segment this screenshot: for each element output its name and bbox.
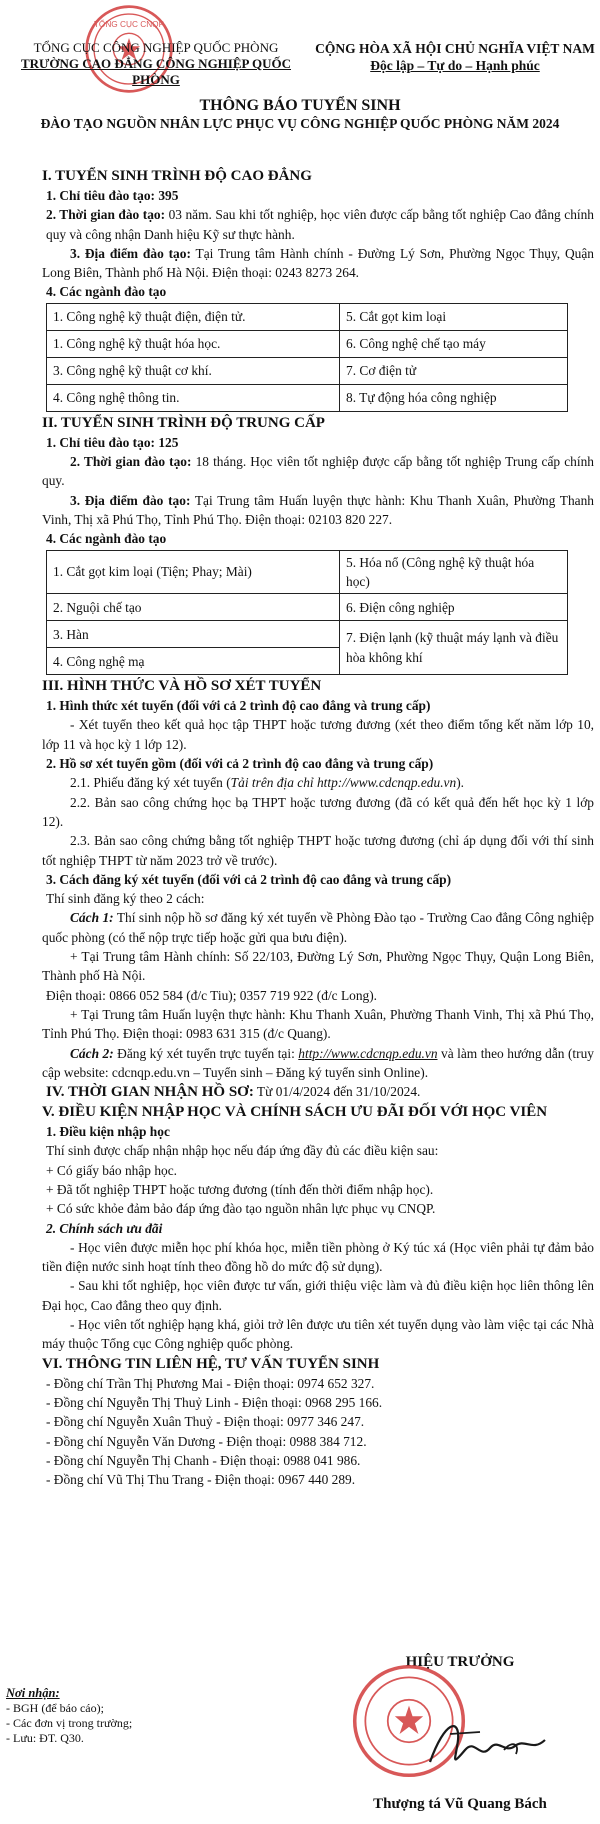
recipient-item: - Các đơn vị trong trường; <box>6 1716 133 1730</box>
s3-loc1-phone: Điện thoại: 0866 052 584 (đ/c Tiu); 0357 719 922 (đ/c Long). <box>46 987 378 1003</box>
section-6-heading: VI. THÔNG TIN LIÊN HỆ, TƯ VẤN TUYỂN SINH <box>42 1355 380 1372</box>
s3-loc2: + Tại Trung tâm Huấn luyện thực hành: Khu Thanh Xuân, Phường Thanh Vinh, Thị xã Phú Thọ, Tỉnh Phú Thọ. Điện thoại: 0983 631 315 (đ/c Quang). <box>42 1006 594 1042</box>
s1-target: 1. Chỉ tiêu đào tạo: 395 <box>46 188 179 203</box>
table-row: 2. Nguội chế tạo 6. Điện công nghiệp <box>47 594 568 621</box>
section-3-heading: III. HÌNH THỨC VÀ HỒ SƠ XÉT TUYỂN <box>42 678 322 695</box>
contact-item: - Đồng chí Nguyễn Xuân Thuỷ - Điện thoại: 0977 346 247. <box>46 1414 365 1430</box>
s2-majors-table <box>46 550 568 676</box>
table-row: 1. Công nghệ kỹ thuật hóa học. 6. Công nghệ chế tạo máy <box>47 330 568 357</box>
s1-duration: 2. Thời gian đào tạo: 03 năm. Sau khi tốt nghiệp, học viên được cấp bằng tốt nghiệp Cao đẳng chính quy và công nhận Danh hiệu Kỹ sư thực hành. <box>46 207 595 242</box>
signature-block <box>330 1654 590 1812</box>
org-line2: TRƯỜNG CAO ĐẲNG CÔNG NGHIỆP QUỐC PHÒNG <box>21 56 291 87</box>
contact-item: - Đồng chí Nguyễn Văn Dương - Điện thoại: 0988 384 712. <box>46 1433 367 1449</box>
recipients <box>6 1686 266 1746</box>
nation-line2: Độc lập – Tự do – Hạnh phúc <box>370 58 540 73</box>
contact-item: - Đồng chí Nguyễn Thị Thuỷ Linh - Điện thoại: 0968 295 166. <box>46 1394 383 1410</box>
list-item: + Đã tốt nghiệp THPT hoặc tương đương (tính đến thời điểm nhập học). <box>46 1181 434 1197</box>
issuing-organization <box>6 40 306 88</box>
s3-form-text: - Xét tuyển theo kết quả học tập THPT hoặc tương đương (xét theo điểm tổng kết năm lớp 10, lớp 11 và học kỳ 1 lớp 12). <box>42 717 594 752</box>
list-item: - Học viên được miễn học phí khóa học, miễn tiền phòng ở Ký túc xá (Học viên phải tự đảm bảo tiền điện nước sinh hoạt tính theo đồng hồ do mức độ sử dụng). <box>42 1239 594 1275</box>
document-title <box>0 96 600 133</box>
s1-majors-table <box>46 303 568 412</box>
s3-way2: Cách 2: Đăng ký xét tuyển trực tuyến tại: http://www.cdcnqp.edu.vn và làm theo hướng dẫn (truy cập website: cdcnqp.edu.vn – Tuyển sinh – Đăng ký tuyển sinh Online). <box>42 1045 594 1080</box>
signer-role: HIỆU TRƯỞNG <box>405 1654 515 1670</box>
table-row: 3. Công nghệ kỹ thuật cơ khí. 7. Cơ điện tử <box>47 357 568 384</box>
title-sub: ĐÀO TẠO NGUỒN NHÂN LỰC PHỤC VỤ CÔNG NGHIỆP QUỐC PHÒNG NĂM 2024 <box>40 116 560 131</box>
svg-text:TỔNG CỤC CNQP: TỔNG CỤC CNQP <box>93 19 165 29</box>
section-5-heading: V. ĐIỀU KIỆN NHẬP HỌC VÀ CHÍNH SÁCH ƯU ĐÃI ĐỐI VỚI HỌC VIÊN <box>42 1104 548 1121</box>
recipients-label: Nơi nhận: <box>6 1686 60 1700</box>
document-body <box>42 166 594 1489</box>
table-row: 4. Công nghệ mạ <box>47 648 568 675</box>
s3-doc1: 2.1. Phiếu đăng ký xét tuyển (Tải trên địa chỉ http://www.cdcnqp.edu.vn). <box>70 775 464 791</box>
s3-way1: Cách 1: Thí sinh nộp hồ sơ đăng ký xét tuyển về Phòng Đào tạo - Trường Cao đẳng Công nghiệp quốc phòng (có thể nộp trực tiếp hoặc gửi qua bưu điện). <box>42 910 594 945</box>
title-main: THÔNG BÁO TUYỂN SINH <box>199 97 401 114</box>
contact-item: - Đồng chí Trần Thị Phương Mai - Điện thoại: 0974 652 327. <box>46 1375 375 1391</box>
list-item: + Có sức khỏe đảm bảo đáp ứng đào tạo nguồn nhân lực phục vụ CNQP. <box>46 1201 436 1217</box>
table-row: 1. Công nghệ kỹ thuật điện, điện tử. 5. Cắt gọt kim loại <box>47 303 568 330</box>
section-1-heading: I. TUYỂN SINH TRÌNH ĐỘ CAO ĐẲNG <box>42 168 312 184</box>
s3-method-heading: 3. Cách đăng ký xét tuyển (đối với cả 2 trình độ cao đẳng và trung cấp) <box>46 871 452 887</box>
section-4: IV. THỜI GIAN NHẬN HỒ SƠ: Từ 01/4/2024 đến 31/10/2024. <box>46 1084 421 1101</box>
recipient-item: - BGH (để báo cáo); <box>6 1701 104 1715</box>
handwritten-signature <box>420 1710 560 1780</box>
s3-loc1-addr: + Tại Trung tâm Hành chính: Số 22/103, Đường Lý Sơn, Phường Ngọc Thụy, Quận Long Biên, Thành phố Hà Nội. <box>42 949 594 984</box>
s1-place: 3. Địa điểm đào tạo: Tại Trung tâm Hành chính - Đường Lý Sơn, Phường Ngọc Thụy, Quận Long Biên, Thành phố Hà Nội. Điện thoại: 0243 8273 264. <box>42 245 595 281</box>
list-item: + Có giấy báo nhập học. <box>46 1162 178 1178</box>
s2-target: 1. Chỉ tiêu đào tạo: 125 <box>46 434 179 450</box>
s3-docs-heading: 2. Hồ sơ xét tuyển gồm (đối với cả 2 trình độ cao đẳng và trung cấp) <box>46 756 434 772</box>
s2-duration: 2. Thời gian đào tạo: 18 tháng. Học viên tốt nghiệp được cấp bằng tốt nghiệp Trung cấp chính quy. <box>42 454 594 489</box>
recipient-item: - Lưu: ĐT. Q30. <box>6 1731 84 1745</box>
list-item: - Học viên tốt nghiệp hạng khá, giỏi trở lên được ưu tiên xét tuyển dụng vào làm việc tại các Nhà máy thuộc Tổng cục Công nghiệp quốc phòng. <box>42 1317 594 1352</box>
contact-item: - Đồng chí Nguyễn Thị Chanh - Điện thoại: 0988 041 986. <box>46 1452 361 1468</box>
s3-method-intro: Thí sinh đăng ký theo 2 cách: <box>46 891 205 907</box>
table-row: 3. Hàn 7. Điện lạnh (kỹ thuật máy lạnh và điều hòa không khí <box>47 621 568 648</box>
s2-majors-heading: 4. Các ngành đào tạo <box>46 531 167 547</box>
s5-policy-heading: 2. Chính sách ưu đãi <box>46 1220 163 1236</box>
signer-name: Thượng tá Vũ Quang Bách <box>373 1796 547 1812</box>
s3-doc2: 2.2. Bản sao công chứng học bạ THPT hoặc tương đương (đã có kết quả đến hết học kỳ 1 lớp 12). <box>42 794 594 829</box>
contact-item: - Đồng chí Vũ Thị Thu Trang - Điện thoại: 0967 440 289. <box>46 1472 356 1488</box>
s5-cond-intro: Thí sinh được chấp nhận nhập học nếu đáp ứng đầy đủ các điều kiện sau: <box>46 1143 439 1159</box>
table-row: 4. Công nghệ thông tin. 8. Tự động hóa công nghiệp <box>47 384 568 411</box>
list-item: - Sau khi tốt nghiệp, học viên được tư vấn, giới thiệu việc làm và đủ điều kiện học liên thông lên Đại học, Cao đẳng theo quy định. <box>42 1278 594 1313</box>
nation-line1: CỘNG HÒA XÃ HỘI CHỦ NGHĨA VIỆT NAM <box>315 41 595 56</box>
section-2-heading: II. TUYỂN SINH TRÌNH ĐỘ TRUNG CẤP <box>42 414 325 431</box>
registration-link[interactable]: http://www.cdcnqp.edu.vn <box>298 1045 438 1061</box>
s3-form-heading: 1. Hình thức xét tuyển (đối với cả 2 trình độ cao đẳng và trung cấp) <box>46 698 431 714</box>
s5-cond-heading: 1. Điều kiện nhập học <box>46 1124 170 1140</box>
national-motto <box>312 40 598 74</box>
s2-place: 3. Địa điểm đào tạo: Tại Trung tâm Huấn luyện thực hành: Khu Thanh Xuân, Phường Thanh Vinh, Thị xã Phú Thọ, Tỉnh Phú Thọ. Điện thoại: 02103 820 227. <box>42 492 595 527</box>
s1-majors-heading: 4. Các ngành đào tạo <box>46 284 167 300</box>
org-line1: TỔNG CỤC CÔNG NGHIỆP QUỐC PHÒNG <box>33 40 279 55</box>
table-row: 1. Cắt gọt kim loại (Tiện; Phay; Mài) 5. Hóa nổ (Công nghệ kỹ thuật hóa học) <box>47 550 568 594</box>
s3-doc3: 2.3. Bản sao công chứng bằng tốt nghiệp THPT hoặc tương đương (chỉ áp dụng đối với thí sinh tốt nghiệp THPT từ năm 2023 trở về trước). <box>42 833 594 868</box>
